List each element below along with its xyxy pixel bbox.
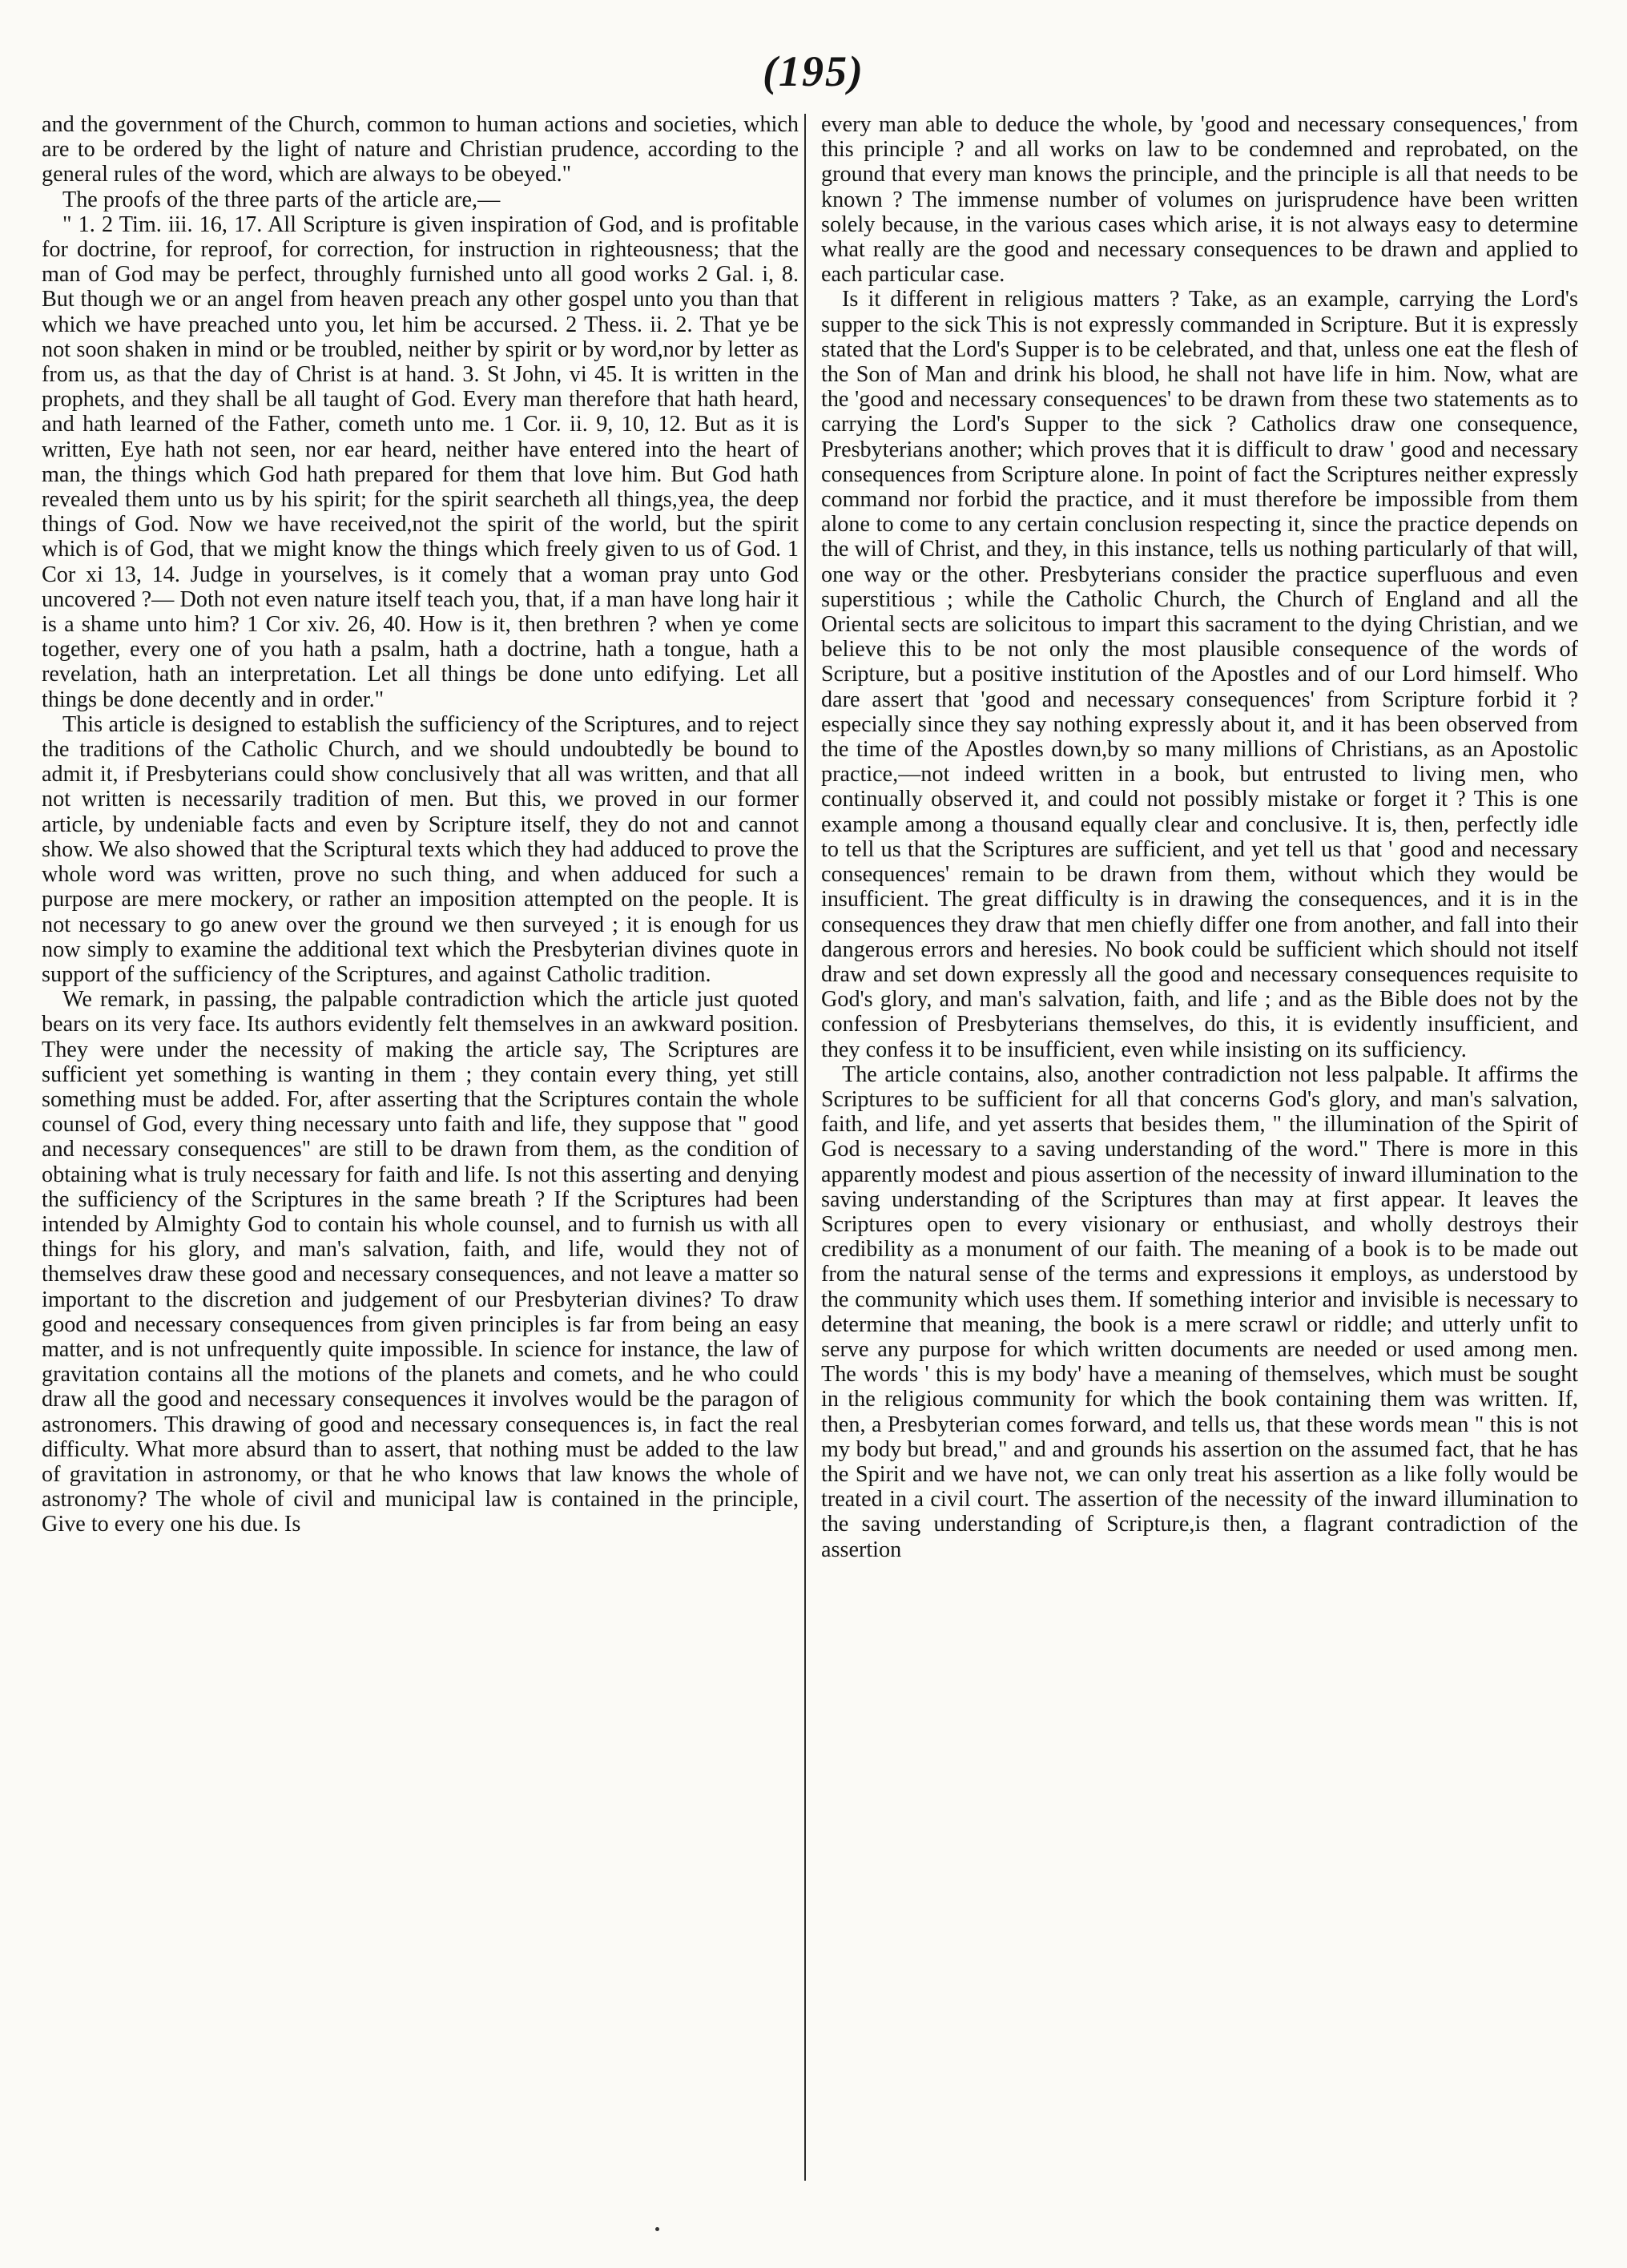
paragraph: This article is designed to establish the sufficiency of the Scriptures, and to reject the traditions of the Catholic Church, and we should undoubtedly be bound to admit it, if Presbyterians could show conclusively that all was written, and that all not written is necessarily tradition of men. But this, we proved in our former article, by undeniable facts and even by Scripture itself, they do not and cannot show. We also showed that the Scriptural texts which they had adduced to prove the whole word was written, prove no such thing, and when adduced for such a purpose are mere mockery, or rather an imposition attempted on the people. It is not necessary to go anew over the ground we then surveyed ; it is enough for us now simply to examine the additional text which the Presbyterian divines quote in support of the sufficiency of the Scriptures, and against Catholic tradition. bbox=[42, 711, 799, 987]
paragraph: Is it different in religious matters ? Take, as an example, carrying the Lord's supper to the sick This is not expressly commanded in Scripture. But it is expressly stated that the Lord's Supper is to be celebrated, and that, unless one eat the flesh of the Son of Man and drink his blood, he shall not have life in him. Now, what are the 'good and necessary consequences' to be drawn from these two statements as to carrying the Lord's Supper to the sick ? Catholics draw one consequence, Presbyterians another; which proves that it is difficult to draw ' good and necessary consequences from Scripture alone. In point of fact the Scriptures neither expressly command nor forbid the practice, and it must therefore be impossible from them alone to come to any certain conclusion respecting it, since the practice depends on the will of Christ, and they, in this instance, tells us nothing particularly of that will, one way or the other. Presbyterians consider the practice superfluous and even superstitious ; while the Catholic Church, the Church of England and all the Oriental sects are solicitous to impart this sacrament to the dying Christian, and we believe this to be not only the most plausible consequence of the words of Scripture, but a positive institution of the Apostles and of our Lord himself. Who dare assert that 'good and necessary consequences' from Scripture forbid it ? especially since they say nothing expressly about it, and it has been observed from the time of the Apostles down,by so many millions of Christians, as an Apostolic practice,—not indeed written in a book, but entrusted to living men, who continually observed it, and could not possibly mistake or forget it ? This is one example among a thousand equally clear and conclusive. It is, then, perfectly idle to tell us that the Scriptures are sufficient, and yet tell us that ' good and necessary consequences' remain to be drawn from them, without which they would be insufficient. The great difficulty is in drawing the consequences, and it is in the consequences they draw that men chiefly differ one from another, and fall into their dangerous errors and heresies. No book could be sufficient which should not itself draw and set down expressly all the good and necessary consequences requisite to God's glory, and man's salvation, faith, and life ; and as the Bible does not by the confession of Presbyterians themselves, do this, it is evidently insufficient, and they confess it to be insufficient, even while insisting on its sufficiency. bbox=[821, 287, 1578, 1062]
paragraph: The proofs of the three parts of the article are,— bbox=[62, 187, 501, 212]
right-column bbox=[821, 112, 1578, 2195]
page-number: (195) bbox=[763, 47, 864, 95]
paragraph: We remark, in passing, the palpable contradiction which the article just quoted bears on its very face. Its authors evidently felt themselves in an awkward position. They were under the necessity of making the article say, The Scriptures are sufficient yet something is wanting in them ; they contain every thing, yet still something must be added. For, after asserting that the Scriptures contain the whole counsel of God, every thing necessary unto faith and life, they suppose that " good and necessary consequences" are still to be drawn from them, as the condition of obtaining what is truly necessary for faith and life. Is not this asserting and denying the sufficiency of the Scriptures in the same breath ? If the Scriptures had been intended by Almighty God to contain his whole counsel, and to furnish us with all things for his glory, and man's salvation, faith, and life, would they not of themselves draw these good and necessary consequences, and not leave a matter so important to the discretion and judgement of our Presbyterian divines? To draw good and necessary consequences from given principles is far from being an easy matter, and is not unfrequently quite impossible. In science for instance, the law of gravitation contains all the motions of the planets and comets, and he who could draw all the good and necessary consequences it involves would be the paragon of astronomers. This drawing of good and necessary consequences is, in fact the real difficulty. What more absurd than to assert, that nothing must be added to the law of gravitation in astronomy, or that he who knows that law knows the whole of astronomy? The whole of civil and municipal law is contained in the principle, Give to every one his due. Is bbox=[42, 987, 799, 1537]
print-mark bbox=[655, 2227, 659, 2231]
paragraph: The article contains, also, another contradiction not less palpable. It affirms the Scriptures to be sufficient for all that concerns God's glory, and man's salvation, faith, and life, and yet asserts that besides them, " the illumination of the Spirit of God is necessary to a saving understanding of the word." There is more in this apparently modest and pious assertion of the necessity of inward illumination to the saving understanding of the Scriptures than may at first appear. It leaves the Scriptures open to every visionary or enthusiast, and wholly destroys their credibility as a monument of our faith. The meaning of a book is to be made out from the natural sense of the terms and expressions it employs, as understood by the community which uses them. If something interior and invisible is necessary to determine that meaning, the book is a mere scrawl or riddle; and utterly unfit to serve any purpose for which written documents are needed or used among men. The words ' this is my body' have a meaning of themselves, which must be sought in the religious community for which the book containing them was written. If, then, a Presbyterian comes forward, and tells us, that these words mean " this is not my body but bread," and and grounds his assertion on the assumed fact, that he has the Spirit and we have not, we can only treat his assertion as a like folly would be treated in a civil court. The assertion of the necessity of the inward illumination to the saving understanding of Scripture,is then, a flagrant contradiction of the assertion bbox=[821, 1061, 1578, 1562]
scripture-proofs-paragraph: " 1. 2 Tim. iii. 16, 17. All Scripture is given inspiration of God, and is profitable for doctrine, for reproof, for correction, for instruction in righteousness; that the man of God may be perfect, throughly furnished unto all good works 2 Gal. i, 8. But though we or an angel from heaven preach any other gospel unto you than that which we have preached unto you, let him be accursed. 2 Thess. ii. 2. That ye be not soon shaken in mind or be troubled, neither by spirit or by word,nor by letter as from us, as that the day of Christ is at hand. 3. St John, vi 45. It is written in the prophets, and they shall be all taught of God. Every man therefore that hath heard, and hath learned of the Father, cometh unto me. 1 Cor. ii. 9, 10, 12. But as it is written, Eye hath not seen, nor ear heard, neither have entered into the heart of man, the things which God hath prepared for them that love him. But God hath revealed them unto us by his spirit; for the spirit searcheth all things,yea, the deep things of God. Now we have received,not the spirit of the world, but the spirit which is of God, that we might know the things which freely given to us of God. 1 Cor xi 13, 14. Judge in yourselves, is it comely that a woman pray unto God uncovered ?— Doth not even nature itself teach you, that, if a man have long hair it is a shame unto him? 1 Cor xiv. 26, 40. How is it, then brethren ? when ye come together, every one of you hath a psalm, hath a doctrine, hath a tongue, hath a revelation, hath an interpretation. Let all things be done unto edifying. Let all things be done decently and in order." bbox=[42, 211, 799, 712]
paragraph: every man able to deduce the whole, by 'good and necessary consequences,' from this principle ? and all works on law to be condemned and reprobated, on the ground that every man knows the principle, and the principle is all that needs to be known ? The immense number of volumes on jurisprudence have been written solely because, in the various cases which arise, it is not always easy to determine what really are the good and necessary consequences to be drawn and applied to each particular case. bbox=[821, 112, 1578, 288]
paragraph: and the government of the Church, common to human actions and societies, which are to be ordered by the light of nature and Christian prudence, according to the general rules of the word, which are always to be obeyed." bbox=[42, 112, 799, 187]
column-divider bbox=[804, 114, 806, 2181]
left-column bbox=[42, 112, 799, 2195]
